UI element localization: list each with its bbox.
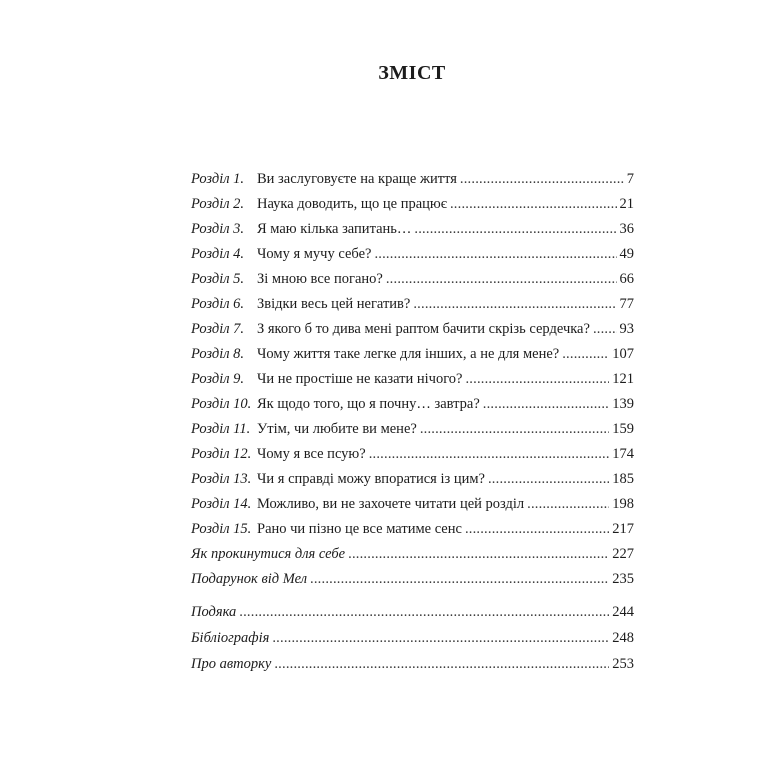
section-title: Подяка [191,604,237,620]
chapter-label: Розділ 12. [191,446,252,462]
chapter-label: Розділ 4. [191,246,245,262]
dot-leader [460,171,624,188]
chapter-label: Розділ 5. [191,271,245,287]
dot-leader [272,630,609,647]
chapter-label: Розділ 2. [191,196,245,212]
dot-leader [369,446,610,463]
page-number: 121 [612,371,634,387]
toc-entry [191,496,634,516]
dot-leader [450,196,617,213]
toc-entry [191,371,634,391]
chapter-title: Можливо, ви не захочете читати цей розділ [257,496,525,512]
page-number: 253 [612,656,634,672]
dot-leader [420,421,609,438]
dot-leader [593,321,617,338]
page-number: 174 [612,446,634,462]
toc-entry [191,471,634,491]
page-number: 235 [612,571,634,587]
page-number: 217 [612,521,634,537]
chapter-title: Чи не простіше не казати нічого? [257,371,463,387]
toc-entry [191,221,634,241]
dot-leader [310,571,609,588]
chapter-label: Розділ 6. [191,296,245,312]
chapter-label: Розділ 3. [191,221,245,237]
page-number: 248 [612,630,634,646]
toc-entry [191,521,634,541]
dot-leader [348,546,609,563]
page-number: 185 [612,471,634,487]
page-title: ЗМІСТ [378,62,446,84]
chapter-title: Чому життя таке легке для інших, а не для мене? [257,346,560,362]
chapter-label: Розділ 10. [191,396,252,412]
dot-leader [274,656,609,673]
toc-entry [191,246,634,266]
dot-leader [414,221,616,238]
section-title: Про авторку [191,656,272,672]
dot-leader [488,471,609,488]
chapter-label: Розділ 14. [191,496,252,512]
page-number: 198 [612,496,634,512]
section-title: Подарунок від Мел [191,571,308,587]
chapter-title: Чому я все псую? [257,446,366,462]
page-number: 49 [619,246,634,262]
chapter-title: Чи я справді можу впоратися із цим? [257,471,485,487]
toc-entry [191,171,634,191]
page-number: 77 [619,296,634,312]
chapter-title: Ви заслуговуєте на краще життя [257,171,457,187]
page-number: 36 [619,221,634,237]
toc-entry [191,571,634,591]
page-number: 159 [612,421,634,437]
toc-entry [191,546,634,566]
chapter-label: Розділ 11. [191,421,251,437]
page-number: 227 [612,546,634,562]
page-number: 66 [619,271,634,287]
chapter-title: Рано чи пізно це все матиме сенс [257,521,462,537]
dot-leader [527,496,609,513]
toc-entry [191,630,634,650]
chapter-title: Зі мною все погано? [257,271,383,287]
dot-leader [465,371,609,388]
dot-leader [386,271,617,288]
chapter-title: З якого б то дива мені раптом бачити скрізь сердечка? [257,321,590,337]
toc-entry [191,296,634,316]
toc-entry [191,446,634,466]
toc-entry [191,196,634,216]
toc-entry [191,346,634,366]
dot-leader [413,296,616,313]
toc-entry [191,421,634,441]
toc-entry [191,271,634,291]
chapter-title: Звідки весь цей негатив? [257,296,411,312]
dot-leader [483,396,609,413]
toc-entry [191,396,634,416]
dot-leader [239,604,609,621]
section-title: Як прокинутися для себе [191,546,346,562]
chapter-title: Утім, чи любите ви мене? [257,421,417,437]
dot-leader [374,246,616,263]
page-number: 139 [612,396,634,412]
chapter-title: Наука доводить, що це працює [257,196,447,212]
toc-entry [191,656,634,676]
page-number: 107 [612,346,634,362]
chapter-label: Розділ 13. [191,471,252,487]
chapter-label: Розділ 8. [191,346,245,362]
chapter-label: Розділ 1. [191,171,245,187]
toc-entry [191,604,634,624]
chapter-label: Розділ 15. [191,521,252,537]
chapter-title: Чому я мучу себе? [257,246,372,262]
page-number: 93 [619,321,634,337]
chapter-title: Я маю кілька запитань… [257,221,412,237]
dot-leader [465,521,609,538]
page-number: 7 [626,171,634,187]
page-number: 244 [612,604,634,620]
page-number: 21 [619,196,634,212]
chapter-title: Як щодо того, що я почну… завтра? [257,396,480,412]
chapter-label: Розділ 7. [191,321,245,337]
toc-entry [191,321,634,341]
section-title: Бібліографія [191,630,270,646]
dot-leader [562,346,609,363]
chapter-label: Розділ 9. [191,371,245,387]
